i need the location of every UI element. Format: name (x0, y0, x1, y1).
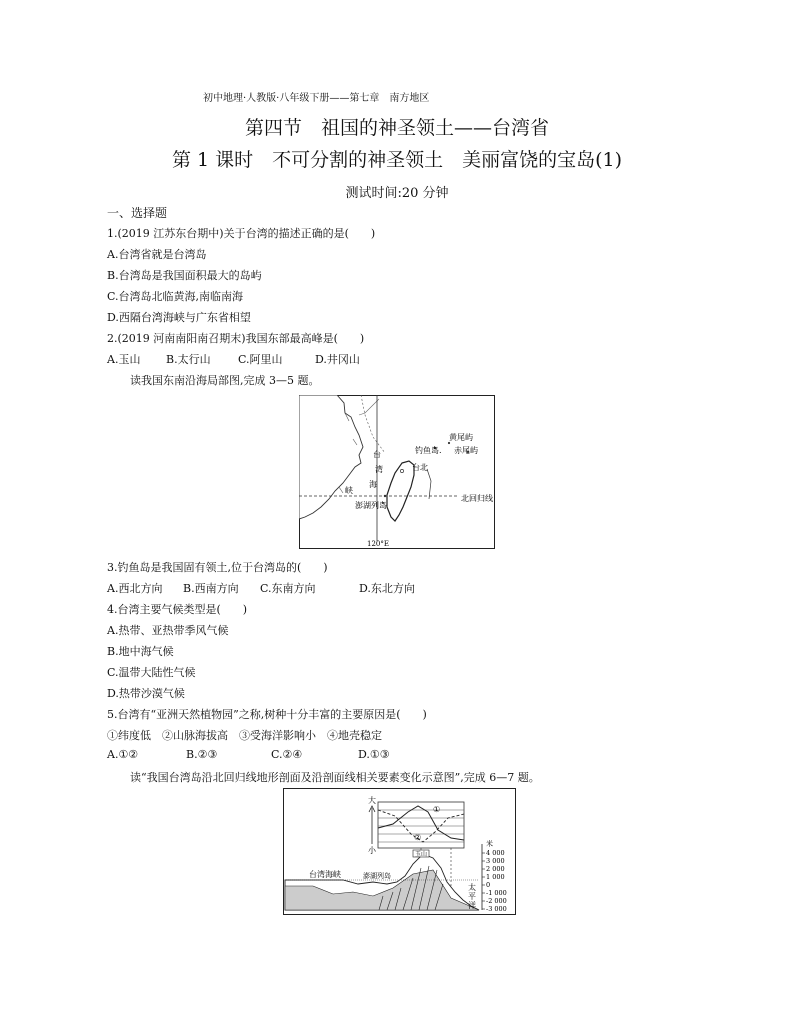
q2-option-c: C.阿里山 (238, 353, 283, 366)
tick-minus-1000: -1 000 (486, 889, 507, 897)
southeast-coast-map (299, 395, 495, 549)
q5-option-a: A.①② (107, 748, 139, 761)
label-strait: 台湾海峡 (309, 870, 341, 879)
label-ocean-2: 平 (468, 892, 476, 901)
map-intro: 读我国东南沿海局部图,完成 3—5 题。 (130, 374, 320, 387)
label-wan: 湾 (375, 465, 383, 474)
label-hai: 海 (369, 480, 377, 489)
label-tropic: 北回归线 (461, 494, 493, 503)
q3-stem: 3.钓鱼岛是我国固有领土,位于台湾岛的( ) (107, 561, 328, 574)
q5-option-d: D.①③ (358, 748, 390, 761)
axis-big: 大 (368, 796, 376, 805)
q1-option-d: D.西隔台湾海峡与广东省相望 (107, 311, 251, 324)
q4-option-c: C.温带大陆性气候 (107, 666, 196, 679)
label-ocean-3: 洋 (468, 901, 476, 910)
test-time: 测试时间:20 分钟 (345, 186, 449, 201)
q3-option-a: A.西北方向 (107, 582, 163, 595)
curve-1: ① (433, 805, 441, 814)
q3-option-c: C.东南方向 (260, 582, 316, 595)
q3-option-d: D.东北方向 (359, 582, 415, 595)
q4-option-a: A.热带、亚热带季风气候 (107, 624, 229, 637)
q2-stem: 2.(2019 河南南阳南召期末)我国东部最高峰是( ) (107, 332, 365, 345)
tick-3000: 3 000 (486, 857, 505, 865)
q3-option-b: B.西南方向 (183, 582, 239, 595)
q5-option-b: B.②③ (186, 748, 218, 761)
q2-option-a: A.玉山 (107, 353, 141, 366)
q5-option-c: C.②④ (271, 748, 303, 761)
q1-option-c: C.台湾岛北临黄海,南临南海 (107, 290, 244, 303)
curve-2: ② (414, 833, 422, 842)
q1-option-a: A.台湾省就是台湾岛 (107, 248, 207, 261)
label-diaoyu: 钓鱼岛. (415, 446, 442, 455)
q5-factors: ①纬度低 ②山脉海拔高 ③受海洋影响小 ④地壳稳定 (107, 729, 382, 742)
tick-minus-3000: -3 000 (486, 905, 507, 913)
tick-2000: 2 000 (486, 865, 505, 873)
label-unit: 米 (486, 840, 493, 848)
q4-stem: 4.台湾主要气候类型是( ) (107, 603, 248, 616)
label-chiwei: 赤尾屿 (454, 446, 478, 455)
lesson-subtitle: 第 1 课时 不可分割的神圣领土 美丽富饶的宝岛(1) (171, 149, 623, 171)
q2-option-d: D.井冈山 (315, 353, 360, 366)
q4-option-b: B.地中海气候 (107, 645, 174, 658)
q1-option-b: B.台湾岛是我国面积最大的岛屿 (107, 269, 262, 282)
label-tai: 台 (373, 450, 381, 459)
label-xia: 峡 (345, 486, 353, 495)
section-heading: 一、选择题 (107, 206, 168, 220)
label-huangwei: 黄尾屿 (449, 433, 473, 442)
label-120e: 120°E (367, 540, 389, 548)
label-penghu: 澎湖列岛 (355, 501, 387, 510)
axis-small: 小 (368, 846, 376, 855)
tick-1000: 1 000 (486, 873, 505, 881)
label-penghu-profile: 澎湖列岛 (363, 872, 391, 880)
label-yushan: 玉山 (415, 851, 428, 858)
q4-option-d: D.热带沙漠气候 (107, 687, 185, 700)
q5-stem: 5.台湾有“亚洲天然植物园”之称,树种十分丰富的主要原因是( ) (107, 708, 427, 721)
tick-4000: 4 000 (486, 849, 505, 857)
q2-option-b: B.太行山 (166, 353, 211, 366)
tick-minus-2000: -2 000 (486, 897, 507, 905)
label-taibei: 台北 (412, 463, 428, 472)
lesson-title: 第四节 祖国的神圣领土——台湾省 (244, 117, 549, 139)
taiwan-profile-diagram (283, 788, 516, 915)
label-ocean-1: 太 (468, 883, 476, 892)
page-header: 初中地理·人教版·八年级下册——第七章 南方地区 (203, 93, 430, 104)
q1-stem: 1.(2019 江苏东台期中)关于台湾的描述正确的是( ) (107, 227, 376, 240)
profile-intro: 读“我国台湾岛沿北回归线地形剖面及沿剖面线相关要素变化示意图”,完成 6—7 题。 (130, 771, 540, 784)
tick-0: 0 (486, 881, 491, 889)
